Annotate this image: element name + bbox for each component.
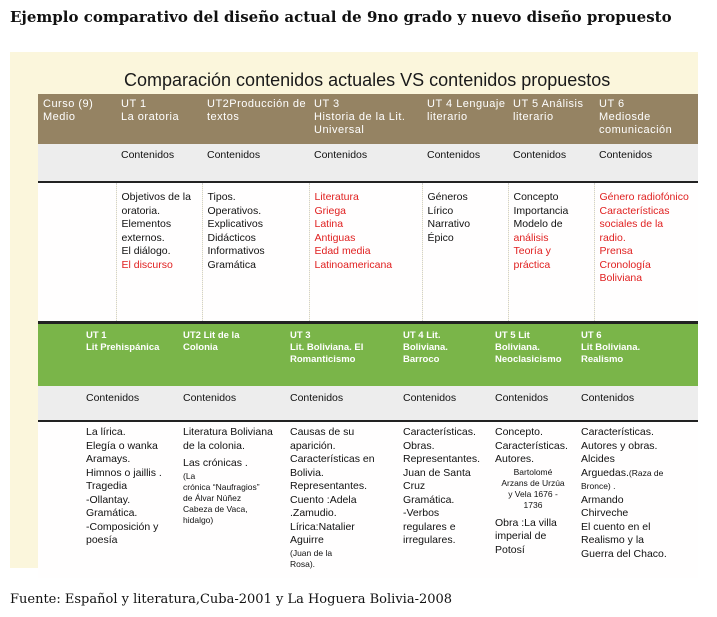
- current-header-ut4: UT 4 Lenguaje literario: [422, 94, 508, 144]
- cell-line: Latinoamericana: [314, 258, 393, 271]
- cell-line: Obras.: [403, 439, 435, 452]
- proposed-body-spacer: [38, 421, 81, 578]
- proposed-body-ut1: [81, 421, 178, 578]
- cell-line: Cabeza de Vaca,: [183, 503, 248, 514]
- cell-line: Características: [599, 204, 670, 217]
- cell-line: Épico: [427, 231, 454, 244]
- cell-line: Informativos: [207, 245, 265, 257]
- current-body-ut4: [422, 182, 508, 322]
- proposed-sub-label: Contenidos: [490, 386, 576, 421]
- current-sub-label: Contenidos: [309, 144, 422, 182]
- current-sub-label: Contenidos: [594, 144, 698, 182]
- raza-de-bronce-label: (Raza de Bronce) .: [581, 467, 664, 491]
- cell-line: Cruz: [403, 480, 426, 492]
- cell-line: El diálogo.: [121, 245, 171, 257]
- cell-line: Boliviana: [599, 272, 643, 284]
- cell-line: análisis: [513, 231, 549, 244]
- current-sub-label: Contenidos: [202, 144, 309, 182]
- cell-line: Antiguas: [314, 231, 356, 244]
- proposed-body-ut5: [490, 421, 576, 578]
- proposed-sub-label: Contenidos: [178, 386, 285, 421]
- current-header-ut3: UT 3 Historia de la Lit. Universal: [309, 94, 422, 144]
- cell-line: hidalgo): [183, 514, 214, 525]
- cell-line: Potosí: [495, 543, 525, 556]
- proposed-subheader-row: [38, 386, 698, 421]
- cell-line: radio.: [599, 231, 626, 244]
- current-body-ut6: [594, 182, 698, 322]
- proposed-header-ut4: UT 4 Lit. Boliviana. Barroco: [398, 323, 490, 386]
- current-sub-empty: [38, 144, 116, 182]
- cell-line: Género radiofónico: [599, 191, 689, 203]
- cell-line: Lírica:Natalier: [290, 520, 355, 533]
- current-header-ut5: UT 5 Análisis literario: [508, 94, 594, 144]
- cell-line: Autores y obras.: [581, 439, 658, 452]
- cell-line: regulares e: [403, 520, 456, 533]
- cell-line: Objetivos de la: [121, 191, 191, 203]
- proposed-body-ut6: [576, 421, 698, 578]
- cell-line: de Álvar Núñez: [183, 492, 242, 503]
- proposed-header-spacer: [38, 323, 81, 386]
- cell-line: (La: [183, 470, 196, 481]
- cell-line: sociales de la: [599, 218, 664, 230]
- cell-line: Modelo de: [513, 218, 563, 230]
- source-note: Fuente: Español y literatura,Cuba-2001 y La Hoguera Bolivia-2008: [10, 592, 453, 607]
- cell-line: crónica “Naufragios”: [183, 481, 260, 492]
- cell-line: (Juan de la: [290, 547, 333, 558]
- cell-line: práctica: [513, 258, 551, 271]
- cell-line: Cronología: [599, 258, 651, 271]
- proposed-body-ut3: [285, 421, 398, 578]
- cell-line: Cuento :Adela: [290, 493, 357, 506]
- cell-line: -Composición y: [86, 520, 159, 533]
- current-body-course: [38, 182, 116, 322]
- figure-caption: Ejemplo comparativo del diseño actual de 9no grado y nuevo diseño propuesto: [10, 8, 672, 26]
- cell-line: Chirveche: [581, 507, 629, 519]
- proposed-header-ut1: UT 1 Lit Prehispánica: [81, 323, 178, 386]
- cell-line: irregulares.: [403, 534, 456, 546]
- cell-line: Características.: [403, 426, 476, 438]
- current-body-ut5: [508, 182, 594, 322]
- cell-line: de la colonia.: [183, 439, 245, 452]
- cell-line: Guerra del Chaco.: [581, 547, 667, 560]
- cell-line: Prensa: [599, 245, 633, 257]
- cell-line: Gramática: [207, 258, 256, 271]
- cell-line: Representantes.: [403, 453, 481, 465]
- current-subheader-row: [38, 144, 698, 182]
- cell-line: Explicativos: [207, 218, 263, 230]
- cell-line: Alcides: [581, 453, 615, 465]
- current-header-row: [38, 94, 698, 144]
- cell-line: Bolivia.: [290, 466, 324, 479]
- cell-line: Juan de Santa: [403, 466, 471, 479]
- current-body-ut3: [309, 182, 422, 322]
- proposed-header-ut2: UT2 Lit de la Colonia: [178, 323, 285, 386]
- current-header-ut2: UT2Producción de textos: [202, 94, 309, 144]
- cell-line: Elegía o wanka: [86, 439, 158, 452]
- current-sub-label: Contenidos: [116, 144, 202, 182]
- current-body-row: [38, 182, 698, 322]
- cell-line: Aguirre: [290, 534, 324, 546]
- proposed-sub-empty: [38, 386, 81, 421]
- cell-line: Griega: [314, 204, 347, 217]
- cell-line: Lírico: [427, 204, 454, 217]
- proposed-header-ut5: UT 5 Lit Boliviana. Neoclasicismo: [490, 323, 576, 386]
- cell-line: Didácticos: [207, 231, 256, 244]
- cell-line: Características.: [581, 426, 654, 438]
- proposed-sub-label: Contenidos: [398, 386, 490, 421]
- cell-line: aparición.: [290, 439, 336, 452]
- proposed-header-row: [38, 323, 698, 386]
- cell-line: Rosa).: [290, 558, 316, 569]
- cell-line: Teoría y: [513, 245, 551, 257]
- cell-line: Arzans de Urzúa: [501, 477, 565, 488]
- current-header-course: Curso (9) Medio: [38, 94, 116, 144]
- cell-line: Autores.: [495, 453, 535, 465]
- proposed-header-ut6: UT 6 Lit Boliviana. Realismo: [576, 323, 698, 386]
- cell-line: La lírica.: [86, 426, 126, 438]
- cell-line: Gramática.: [403, 493, 455, 506]
- proposed-body-ut4: [398, 421, 490, 578]
- cell-line: externos.: [121, 231, 165, 244]
- cell-line: Armando: [581, 493, 624, 506]
- cell-line: Causas de su: [290, 426, 355, 438]
- current-sub-label: Contenidos: [422, 144, 508, 182]
- cell-line: El discurso: [121, 258, 173, 271]
- cell-line: -Verbos: [403, 507, 440, 519]
- panel-title: Comparación contenidos actuales VS contenidos propuestos: [124, 70, 611, 90]
- proposed-contents-table: [38, 322, 698, 578]
- cell-line: Características.: [495, 439, 568, 452]
- cell-line: Operativos.: [207, 204, 262, 217]
- cell-line: Importancia: [513, 204, 569, 217]
- cell-line: -Ollantay.: [86, 493, 131, 506]
- cell-line: Gramática.: [86, 507, 138, 519]
- current-header-ut6: UT 6 Mediosde comunicación: [594, 94, 698, 144]
- cell-line: Latina: [314, 218, 344, 230]
- cell-line: Concepto.: [495, 426, 543, 438]
- proposed-body-row: [38, 421, 698, 578]
- current-header-ut1: UT 1 La oratoria: [116, 94, 202, 144]
- proposed-body-ut2: [178, 421, 285, 578]
- arguedas-label: Arguedas.: [581, 466, 629, 479]
- cell-line: Literatura Boliviana: [183, 426, 273, 438]
- cronicas-label: Las crónicas .: [183, 457, 248, 469]
- cell-line: oratoria.: [121, 204, 161, 217]
- cell-line: Tipos.: [207, 191, 236, 203]
- cell-line: Narrativo: [427, 218, 471, 230]
- current-body-ut1: [116, 182, 202, 322]
- cell-line: Géneros: [427, 191, 468, 203]
- current-contents-table: [38, 94, 698, 323]
- cell-line: Obra :La villa: [495, 516, 557, 529]
- cell-line: Elementos: [121, 218, 172, 230]
- proposed-sub-label: Contenidos: [576, 386, 698, 421]
- cell-line: Realismo y la: [581, 534, 645, 546]
- cell-line: 1736: [523, 499, 543, 510]
- cell-line: Edad media: [314, 245, 371, 257]
- cell-line: Aramays.: [86, 453, 131, 465]
- cell-line: Características en: [290, 453, 375, 465]
- cell-line: imperial de: [495, 530, 547, 542]
- cell-line: y Vela 1676 -: [508, 488, 558, 499]
- cell-line: El cuento en el: [581, 520, 651, 533]
- cell-line: Concepto: [513, 191, 559, 203]
- cell-line: Himnos o jaillis .: [86, 466, 162, 479]
- cell-line: poesía: [86, 534, 118, 546]
- proposed-header-ut3: UT 3 Lit. Boliviana. El Romanticismo: [285, 323, 398, 386]
- cell-line: .Zamudio.: [290, 507, 337, 519]
- current-sub-label: Contenidos: [508, 144, 594, 182]
- proposed-sub-label: Contenidos: [81, 386, 178, 421]
- cell-line: Tragedia: [86, 480, 128, 492]
- current-body-ut2: [202, 182, 309, 322]
- cell-line: Literatura: [314, 191, 359, 203]
- cell-line: Bartolomé: [513, 466, 553, 477]
- cell-line: Representantes.: [290, 480, 368, 492]
- proposed-sub-label: Contenidos: [285, 386, 398, 421]
